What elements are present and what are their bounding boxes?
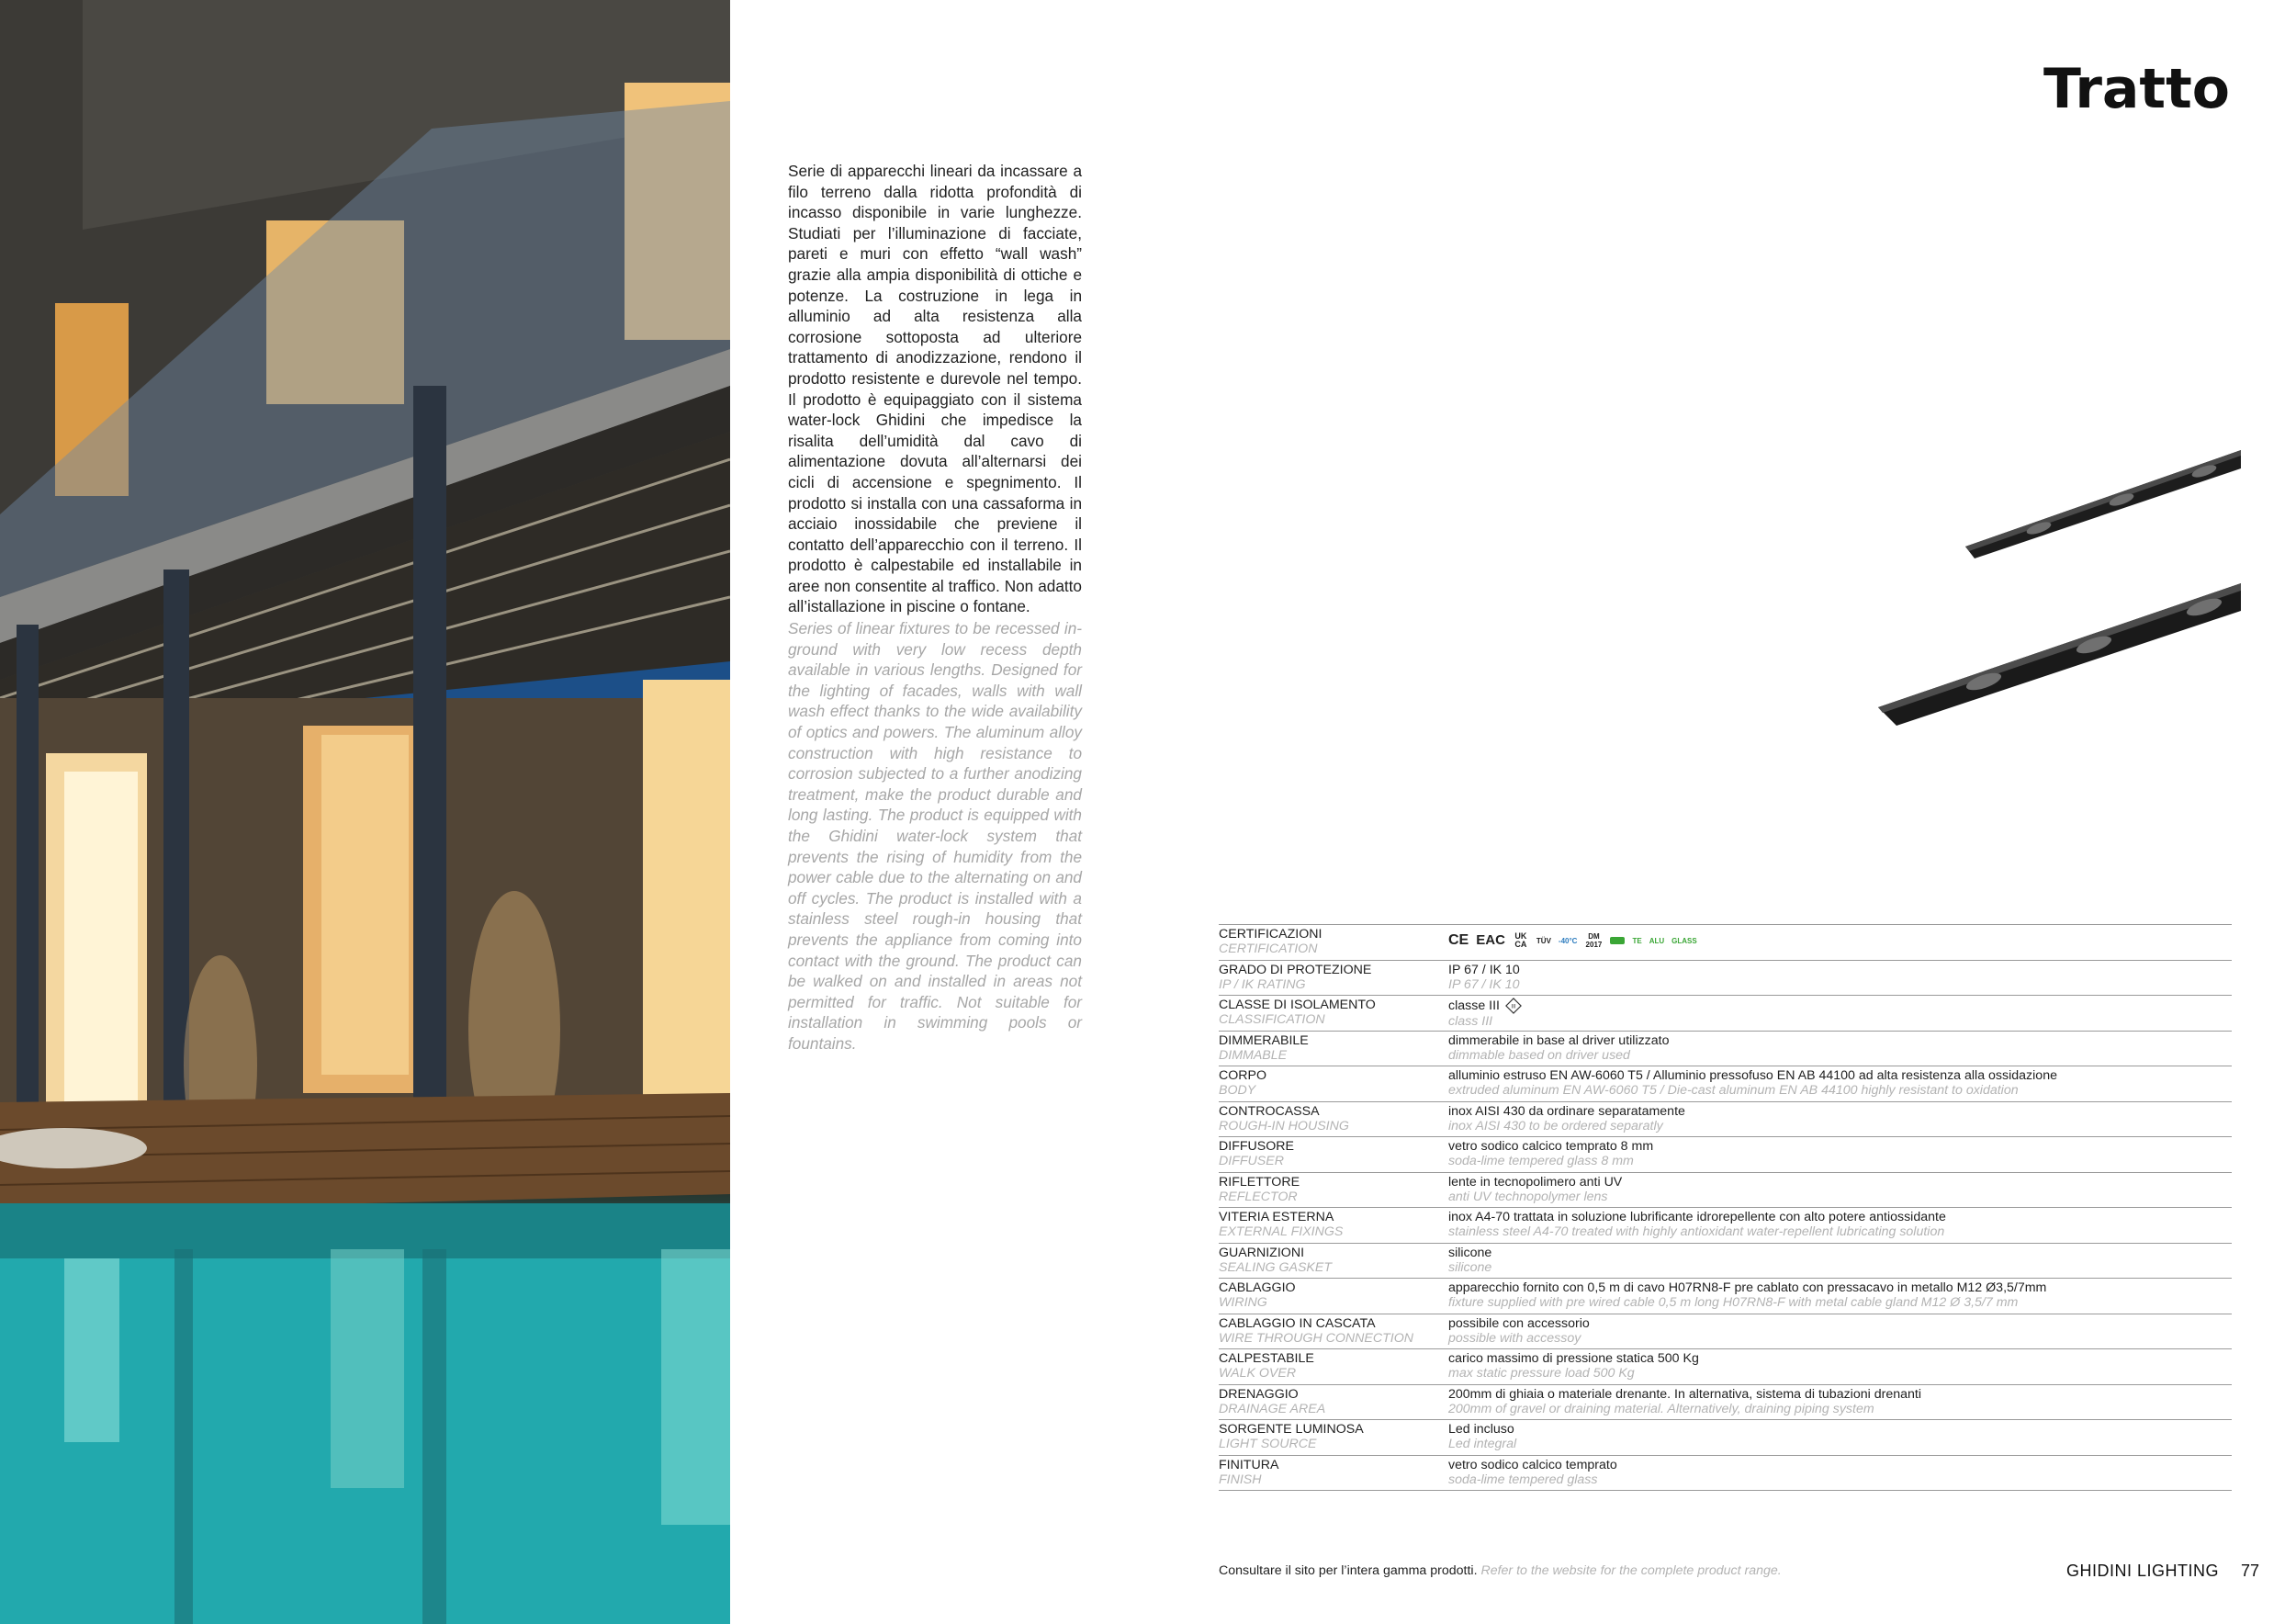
spec-label-it: CALPESTABILE [1219, 1351, 1314, 1366]
tuv-mark-icon: TÜV [1536, 936, 1551, 945]
footer-note-en: Refer to the website for the complete product range. [1480, 1563, 1782, 1578]
ukca-mark-icon: UK CA [1514, 931, 1527, 949]
spec-value-en: extruded aluminum EN AW-6060 T5 / Die-cast aluminum EN AB 44100 highly resistant to oxidation [1448, 1083, 2019, 1098]
spec-value-en: stainless steel A4-70 treated with highly antioxidant water-repellent lubricating solution [1448, 1224, 1945, 1239]
spec-label-it: CABLAGGIO IN CASCATA [1219, 1315, 1376, 1331]
brand-name: GHIDINI LIGHTING [2066, 1562, 2220, 1580]
spec-row [1219, 1314, 2232, 1350]
spec-value-it: Led incluso [1448, 1422, 1514, 1437]
spec-label-en: WIRE THROUGH CONNECTION [1219, 1330, 1414, 1346]
spec-label-en: FINISH [1219, 1472, 1262, 1487]
spec-value-it: inox AISI 430 da ordinare separatamente [1448, 1103, 1685, 1119]
spec-value-en: fixture supplied with pre wired cable 0,5 m long H07RN8-F with metal cable gland M12 Ø 3,5/7 mm [1448, 1295, 2019, 1310]
spec-value-it: alluminio estruso EN AW-6060 T5 / Alluminio pressofuso EN AB 44100 ad alta resistenza alla ossidazione [1448, 1068, 2057, 1083]
product-render [1874, 441, 2241, 744]
spec-row-certification [1219, 925, 2232, 961]
dm-2017-icon: DM 2017 [1585, 932, 1603, 949]
spec-value-en: inox AISI 430 to be ordered separatly [1448, 1118, 1663, 1133]
spec-value-it: 200mm di ghiaia o materiale drenante. In alternativa, sistema di tubazioni drenanti [1448, 1386, 1921, 1402]
spec-value-it: IP 67 / IK 10 [1448, 962, 1520, 977]
spec-label-en: CLASSIFICATION [1219, 1012, 1325, 1027]
page-number: 77 [2241, 1562, 2260, 1580]
recycle-alu-icon: ALU [1649, 936, 1665, 945]
spec-label-en: DIFFUSER [1219, 1154, 1284, 1168]
spec-value-it: vetro sodico calcico temprato [1448, 1457, 1617, 1472]
spec-value-en: anti UV technopolymer lens [1448, 1189, 1608, 1204]
spec-label-it: DIFFUSORE [1219, 1139, 1294, 1154]
spec-value-en: class III [1448, 1014, 1493, 1029]
spec-label-it: GRADO DI PROTEZIONE [1219, 962, 1372, 977]
spec-row [1219, 1102, 2232, 1138]
spec-label-en: SEALING GASKET [1219, 1259, 1332, 1275]
spec-value-en: possible with accessoy [1448, 1330, 1581, 1346]
spec-label-it: CERTIFICAZIONI [1219, 927, 1322, 942]
spec-value-en: 200mm of gravel or draining material. Alternatively, draining piping system [1448, 1401, 1874, 1416]
spec-label-en: CERTIFICATION [1219, 942, 1318, 956]
certification-marks [1448, 927, 2232, 954]
spec-row [1219, 996, 2232, 1032]
product-title: Tratto [2043, 57, 2230, 121]
spec-value-it: carico massimo di pressione statica 500 Kg [1448, 1351, 1699, 1366]
description-italian: Serie di apparecchi lineari da incassare a filo terreno dalla ridotta profondità di incasso disponibile in varie lunghezze. Studiati per l’illuminazione di facciate, pareti e muri con effetto “wall wash” grazie alla ampia disponibilità di ottiche e potenze. La costruzione in lega in alluminio ad alta resistenza alla corrosione sottoposta ad ulteriore trattamento di anodizzazione, rendono il prodotto resistente e durevole nel tempo. Il prodotto è equipaggiato con il sistema water-lock Ghidini che impedisce la risalita dell’umidità dal cavo di alimentazione dovuta all’alternarsi dei cicli di accensione e spegnimento. Il prodotto si installa con una cassaforma in acciaio inossidabile che previene il contatto dell’apparecchio con il terreno. Il prodotto è calpestabile ed installabile in aree non consentite al traffico. Non adatto all’istallazione in piscine o fontane. [788, 162, 1082, 616]
spec-label-it: FINITURA [1219, 1457, 1279, 1472]
spec-value-it: possibile con accessorio [1448, 1315, 1590, 1331]
spec-label-en: DIMMABLE [1219, 1047, 1288, 1063]
recycle-glass-icon: GLASS [1671, 936, 1697, 945]
spec-row [1219, 1244, 2232, 1280]
footer-note-it: Consultare il sito per l’intera gamma prodotti. [1219, 1563, 1478, 1578]
architecture-photo [0, 0, 730, 1624]
spec-row [1219, 1208, 2232, 1244]
spec-label-it: SORGENTE LUMINOSA [1219, 1422, 1364, 1437]
description-english: Series of linear fixtures to be recessed in-ground with very low recess depth available in various lengths. Designed for the lighting of facades, walls with wall wash effect thanks to the wide availability of optics and powers. The aluminum alloy construction with high resistance to corrosion subjected to a further anodizing treatment, make the product durable and long lasting. The product is equipped with the Ghidini water-lock system that prevents the rising of humidity from the power cable due to the alternating on and off cycles. The product is installed with a stainless steel rough-in housing that prevents the appliance from coming into contact with the ground. The product can be walked on and installed in areas not permitted for traffic. Not suitable for installation in swimming pools or fountains. [788, 619, 1082, 1053]
spec-row [1219, 1032, 2232, 1067]
spec-value-it: classe III [1448, 998, 1500, 1013]
spec-row [1219, 961, 2232, 997]
spec-label-en: EXTERNAL FIXINGS [1219, 1224, 1344, 1239]
ce-mark-icon: CE [1448, 932, 1469, 948]
spec-row [1219, 1456, 2232, 1492]
svg-text:III: III [1511, 1003, 1516, 1010]
spec-value-it: lente in tecnopolimero anti UV [1448, 1174, 1623, 1190]
spec-value-en: soda-lime tempered glass [1448, 1472, 1598, 1487]
spec-label-it: DRENAGGIO [1219, 1386, 1299, 1402]
spec-value-it: apparecchio fornito con 0,5 m di cavo H07RN8-F pre cablato con pressacavo in metallo M12 Ø3,5/7mm [1448, 1280, 2047, 1295]
spec-value-it: silicone [1448, 1245, 1492, 1260]
spec-label-it: VITERIA ESTERNA [1219, 1210, 1334, 1224]
spec-label-it: DIMMERABILE [1219, 1032, 1309, 1048]
spec-label-en: WIRING [1219, 1295, 1267, 1310]
spec-row [1219, 1066, 2232, 1102]
spec-table [1219, 924, 2232, 1491]
spec-value-en: IP 67 / IK 10 [1448, 976, 1520, 992]
spec-label-en: BODY [1219, 1083, 1256, 1098]
spec-row [1219, 1420, 2232, 1456]
house-pool-illustration [0, 0, 730, 1624]
spec-label-it: CORPO [1219, 1068, 1267, 1083]
spec-row [1219, 1173, 2232, 1209]
footer-note [1219, 1563, 1782, 1578]
spec-label-it: CLASSE DI ISOLAMENTO [1219, 998, 1376, 1012]
spec-label-en: WALK OVER [1219, 1366, 1297, 1381]
recycle-te-icon: TE [1632, 936, 1642, 945]
spec-label-it: RIFLETTORE [1219, 1174, 1300, 1190]
spec-value-it: vetro sodico calcico temprato 8 mm [1448, 1139, 1654, 1154]
spec-value-it: inox A4-70 trattata in soluzione lubrificante idrorepellente con alto potere antiossidante [1448, 1210, 1946, 1224]
spec-row [1219, 1385, 2232, 1421]
spec-label-en: IP / IK RATING [1219, 976, 1306, 992]
low-temperature-icon: -40°C [1558, 936, 1578, 945]
spec-value-en: max static pressure load 500 Kg [1448, 1366, 1635, 1381]
spec-label-it: GUARNIZIONI [1219, 1245, 1305, 1260]
class-iii-symbol-icon [1505, 998, 1522, 1014]
spec-value-it: dimmerabile in base al driver utilizzato [1448, 1032, 1670, 1048]
spec-value-en: dimmable based on driver used [1448, 1047, 1630, 1063]
spec-value-en: Led integral [1448, 1437, 1517, 1451]
eac-mark-icon: EAC [1476, 932, 1505, 948]
spec-label-en: DRAINAGE AREA [1219, 1401, 1326, 1416]
spec-label-en: LIGHT SOURCE [1219, 1437, 1317, 1451]
spec-row [1219, 1279, 2232, 1314]
spec-label-it: CONTROCASSA [1219, 1103, 1320, 1119]
spec-value-en: silicone [1448, 1259, 1492, 1275]
spec-row [1219, 1137, 2232, 1173]
spec-label-it: CABLAGGIO [1219, 1280, 1296, 1295]
spec-label-en: REFLECTOR [1219, 1189, 1298, 1204]
spec-label-en: ROUGH-IN HOUSING [1219, 1118, 1349, 1133]
battery-icon [1610, 937, 1625, 944]
spec-row [1219, 1349, 2232, 1385]
spec-value-en: soda-lime tempered glass 8 mm [1448, 1154, 1634, 1168]
